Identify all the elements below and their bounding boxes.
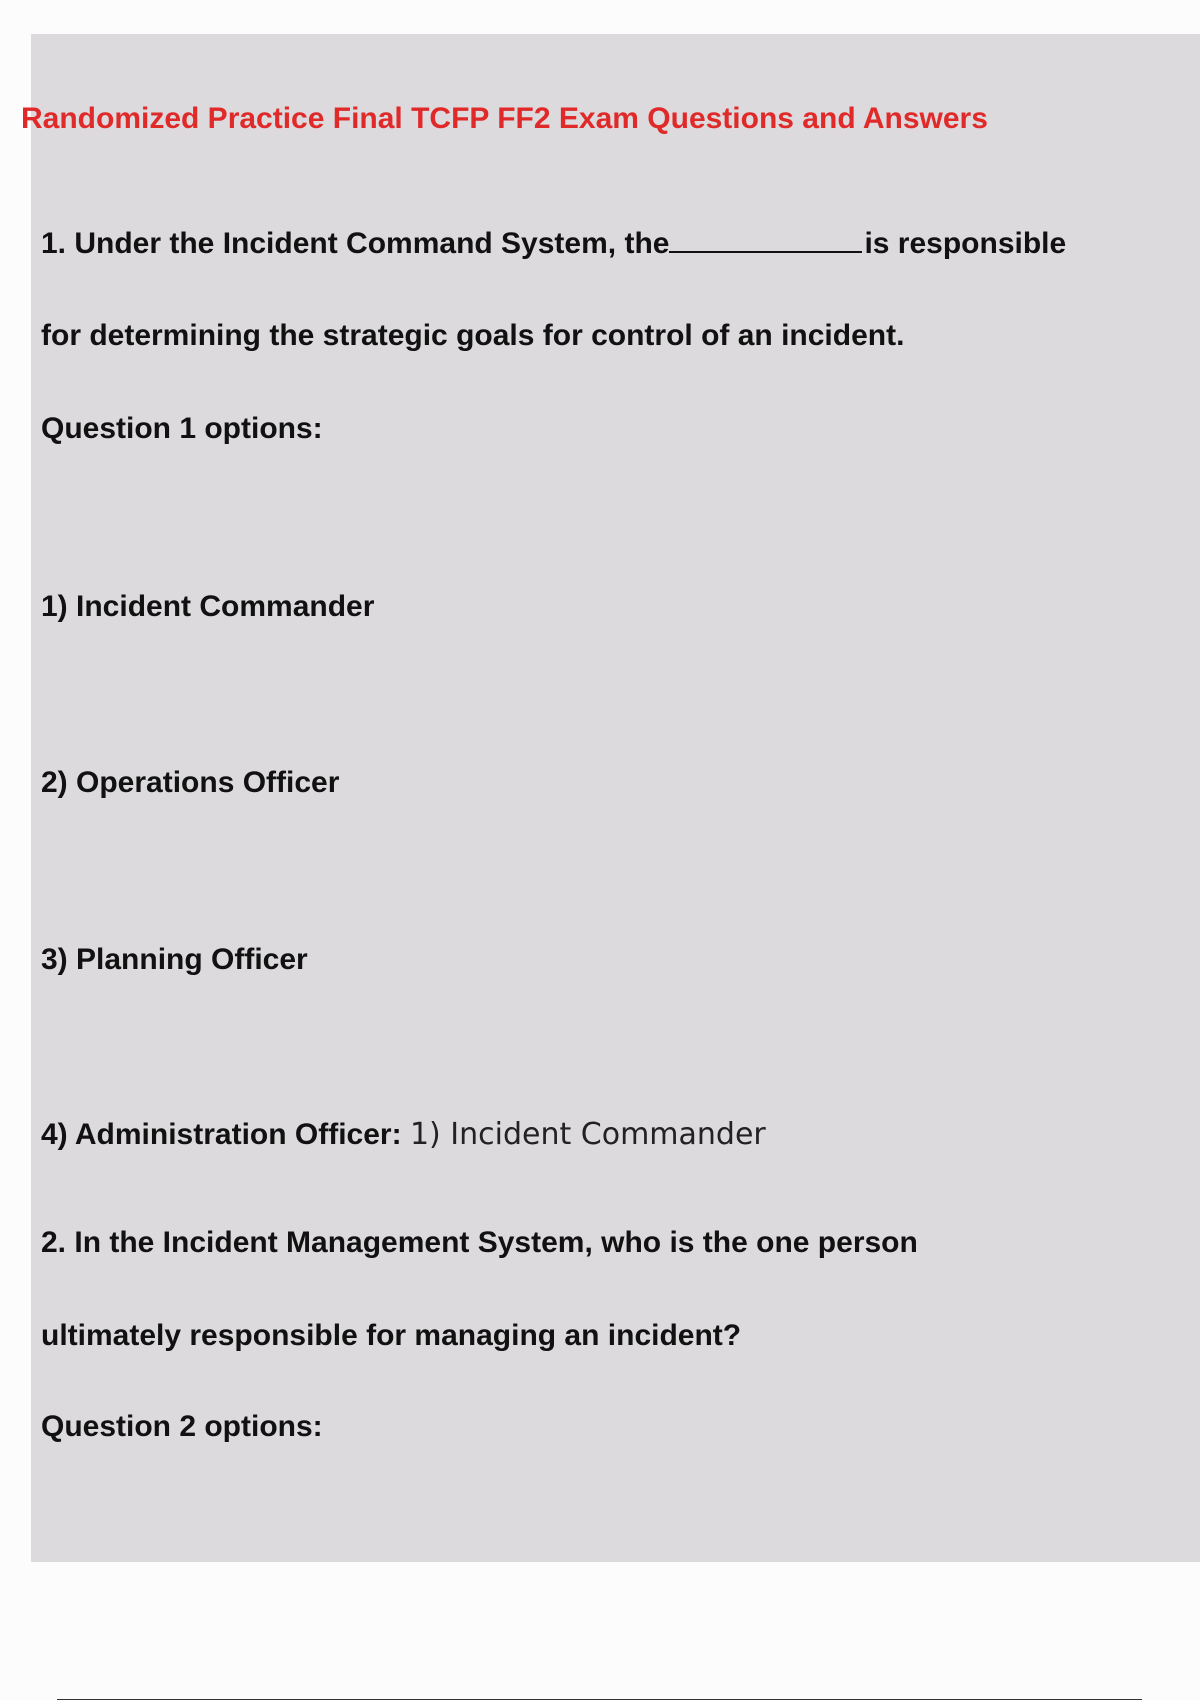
question-1-option-4: 4) Administration Officer:	[41, 1118, 402, 1151]
question-1-stem-part-2: is responsible	[864, 227, 1067, 260]
question-2-options-label: Question 2 options:	[41, 1410, 323, 1443]
question-1-option-4-with-answer	[41, 1117, 766, 1153]
question-1-answer: 1) Incident Commander	[409, 1117, 766, 1152]
question-1-stem-line-2: for determining the strategic goals for control of an incident.	[41, 319, 905, 352]
question-1-stem-line-1	[41, 225, 1066, 262]
question-1-option-1: 1) Incident Commander	[41, 590, 375, 623]
question-1-option-2: 2) Operations Officer	[41, 766, 340, 799]
question-2-stem-line-2: ultimately responsible for managing an incident?	[41, 1319, 742, 1352]
question-1-stem-part-1: 1. Under the Incident Command System, the	[41, 227, 670, 260]
question-2-stem-line-1: 2. In the Incident Management System, who is the one person	[41, 1226, 918, 1259]
document-title: Randomized Practice Final TCFP FF2 Exam Questions and Answers	[21, 102, 988, 135]
fill-in-blank	[669, 225, 862, 253]
question-1-options-label: Question 1 options:	[41, 412, 323, 445]
question-1-option-3: 3) Planning Officer	[41, 943, 308, 976]
